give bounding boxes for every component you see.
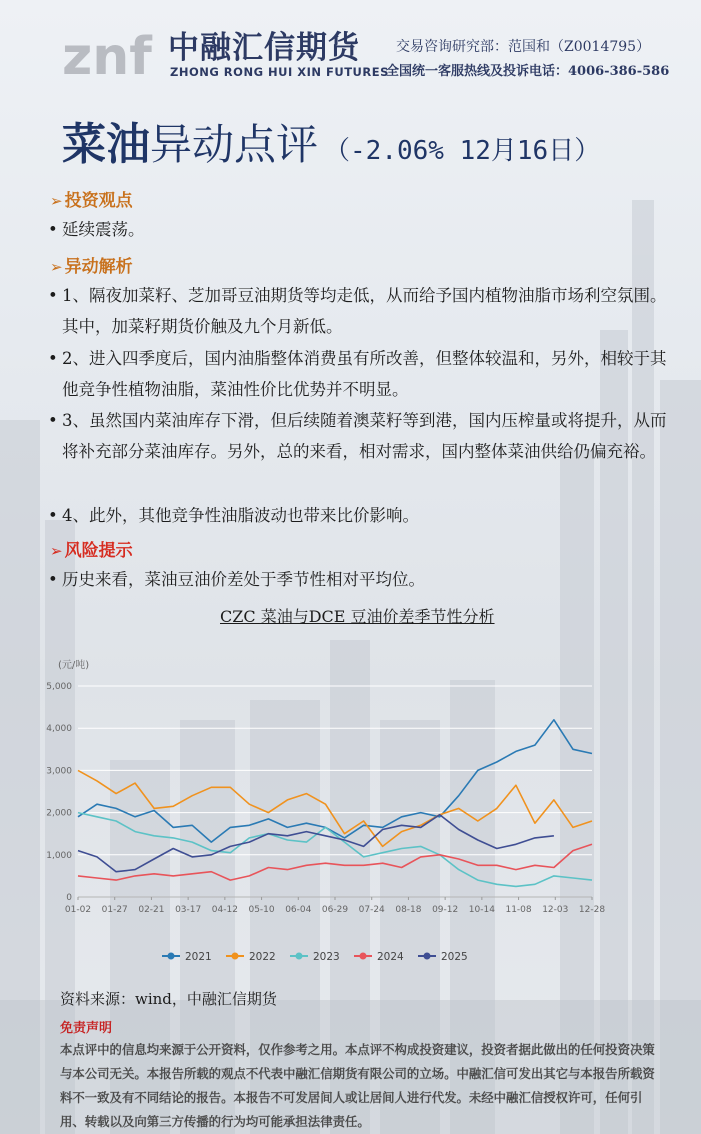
x-tick-label: 03-17 bbox=[175, 905, 202, 915]
y-axis-label: (元/吨) bbox=[58, 660, 90, 671]
x-tick-label: 01-02 bbox=[64, 905, 92, 915]
y-tick-label: 4,000 bbox=[46, 724, 72, 735]
legend-label-2023: 2023 bbox=[313, 951, 340, 963]
section-heading-risk: ➢ 风险提示 bbox=[50, 541, 133, 561]
seasonal-spread-chart bbox=[46, 650, 610, 980]
x-tick-label: 07-24 bbox=[358, 905, 385, 915]
section-heading-analysis: ➢ 异动解析 bbox=[50, 257, 133, 277]
list-item: • 延续震荡。 bbox=[48, 220, 145, 239]
list-item: • 1、隔夜加菜籽、芝加哥豆油期货等均走低，从而给予国内植物油脂市场利空氛围。其中，加菜籽期货价触及九个月新低。 bbox=[48, 286, 667, 336]
legend-marker-2023 bbox=[296, 953, 303, 960]
svg-text:znf: znf bbox=[62, 27, 152, 87]
title-type: 异动点评 bbox=[150, 120, 319, 169]
y-tick-label: 0 bbox=[66, 893, 72, 903]
legend-marker-2024 bbox=[360, 953, 367, 960]
legend-marker-2025 bbox=[424, 953, 431, 960]
series-line-2024 bbox=[78, 844, 592, 880]
x-tick-label: 10-14 bbox=[468, 905, 495, 915]
list-item: • 2、进入四季度后，国内油脂整体消费虽有所改善，但整体较温和，另外，相较于其他竞争性植物油脂，菜油性价比优势并不明显。 bbox=[48, 349, 667, 399]
brand-name-en: ZHONG RONG HUI XIN FUTURES bbox=[170, 65, 389, 79]
data-source: 资料来源：wind，中融汇信期货 bbox=[60, 990, 277, 1008]
brand-name-cn: 中融汇信期货 bbox=[168, 30, 360, 66]
section-heading-view: ➢ 投资观点 bbox=[50, 191, 133, 211]
x-tick-label: 09-12 bbox=[432, 905, 459, 915]
y-tick-label: 5,000 bbox=[46, 682, 72, 692]
arrow-icon: ➢ bbox=[50, 192, 63, 210]
title-product: 菜油 bbox=[62, 119, 150, 170]
analyst-info: 交易咨询研究部：范国和（Z0014795） bbox=[396, 39, 651, 55]
legend-marker-2021 bbox=[168, 953, 175, 960]
x-tick-label: 06-04 bbox=[285, 905, 312, 915]
x-tick-label: 04-12 bbox=[211, 905, 238, 915]
disclaimer-title: 免责声明 bbox=[60, 1021, 113, 1036]
arrow-icon: ➢ bbox=[50, 542, 63, 560]
hotline-info: 全国统一客服热线及投诉电话：4006-386-586 bbox=[386, 64, 670, 79]
chart-title: CZC 菜油与DCE 豆油价差季节性分析 bbox=[220, 607, 495, 626]
series-line-2021 bbox=[78, 720, 592, 842]
y-tick-label: 3,000 bbox=[46, 766, 72, 777]
x-tick-label: 11-08 bbox=[505, 905, 532, 915]
arrow-icon: ➢ bbox=[50, 258, 63, 276]
legend-label-2022: 2022 bbox=[249, 951, 276, 963]
series-line-2023 bbox=[78, 813, 592, 887]
legend-marker-2022 bbox=[232, 953, 239, 960]
title-change-date: （-2.06% 12月16日） bbox=[324, 136, 601, 166]
list-item: • 4、此外，其他竞争性油脂波动也带来比价影响。 bbox=[48, 506, 419, 525]
legend-label-2024: 2024 bbox=[377, 951, 404, 963]
disclaimer-text: 本点评中的信息均来源于公开资料，仅作参考之用。本点评不构成投资建议，投资者据此做出的任何投资决策与本公司无关。本报告所载的观点不代表中融汇信期货有限公司的立场。中融汇信可发出其它与本报告所载资料不一致及有不同结论的报告。本报告不可发居间人或让居间人进行代发。未经中融汇信授权许可，任何引用、转载以及向第三方传播的行为均可能承担法律责任。 bbox=[60, 1042, 655, 1129]
company-logo bbox=[62, 12, 162, 87]
x-tick-label: 02-21 bbox=[138, 905, 165, 915]
legend-label-2025: 2025 bbox=[441, 951, 468, 963]
series-line-2025 bbox=[78, 815, 554, 872]
x-tick-label: 06-29 bbox=[321, 905, 349, 915]
y-tick-label: 1,000 bbox=[46, 850, 72, 861]
y-tick-label: 2,000 bbox=[46, 808, 72, 819]
x-tick-label: 12-03 bbox=[542, 905, 569, 915]
x-tick-label: 01-27 bbox=[101, 905, 128, 915]
legend-label-2021: 2021 bbox=[185, 951, 212, 963]
report-title bbox=[62, 108, 600, 172]
x-tick-label: 08-18 bbox=[395, 905, 422, 915]
list-item: • 历史来看，菜油豆油价差处于季节性相对平均位。 bbox=[48, 570, 425, 589]
x-tick-label: 05-10 bbox=[248, 905, 275, 915]
list-item: • 3、虽然国内菜油库存下滑，但后续随着澳菜籽等到港，国内压榨量或将提升，从而将补充部分菜油库存。另外，总的来看，相对需求，国内整体菜油供给仍偏充裕。 bbox=[48, 411, 667, 461]
x-tick-label: 12-28 bbox=[578, 905, 606, 915]
